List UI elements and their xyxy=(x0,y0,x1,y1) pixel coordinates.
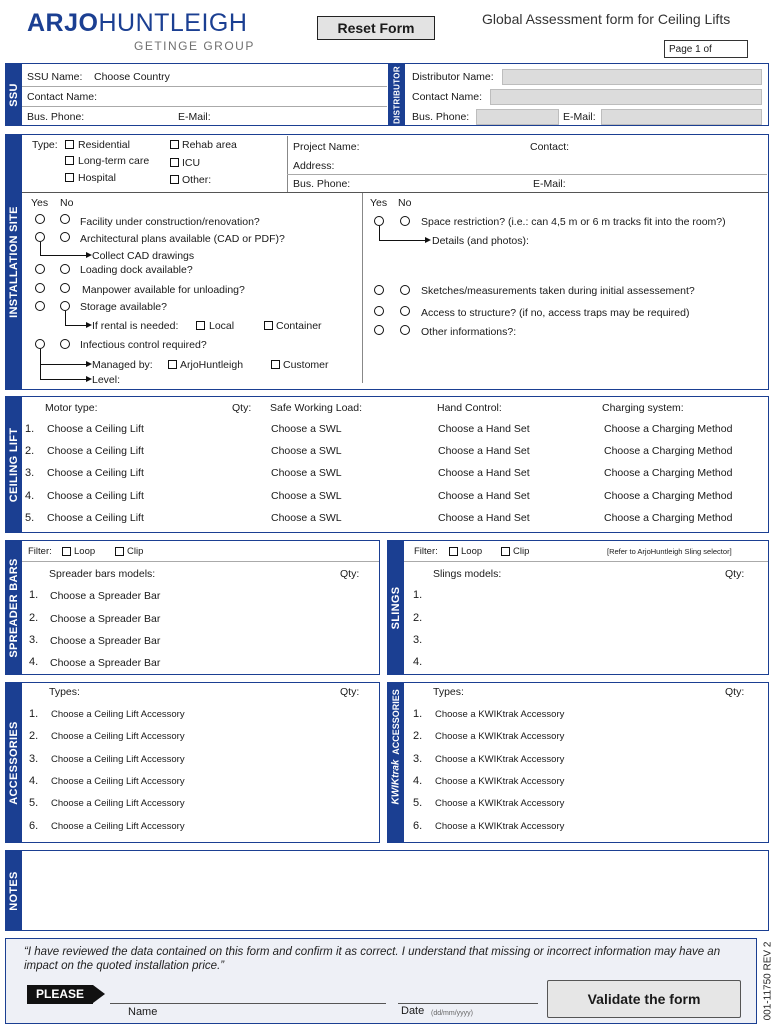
spreader-models-header: Spreader bars models: xyxy=(49,568,156,580)
q6-yes-radio[interactable] xyxy=(35,339,45,349)
local-label: Local xyxy=(209,320,235,332)
divider xyxy=(287,174,767,175)
row-number: 3. xyxy=(29,634,39,646)
yes-header-right: Yes xyxy=(370,197,388,209)
divider xyxy=(22,106,387,107)
row-number: 3. xyxy=(25,467,35,479)
row-number: 6. xyxy=(413,820,423,832)
r2-yes-radio[interactable] xyxy=(374,285,384,295)
r3-label: Access to structure? (if no, access traps may be required) xyxy=(421,307,690,319)
charging-method-select[interactable]: Choose a Charging Method xyxy=(604,423,733,435)
container-label: Container xyxy=(276,320,322,332)
icu-label: ICU xyxy=(182,157,201,169)
distributor-phone-label: Bus. Phone: xyxy=(412,111,470,123)
charging-method-select[interactable]: Choose a Charging Method xyxy=(604,512,733,524)
project-name-label: Project Name: xyxy=(293,141,360,153)
slings-loop-checkbox[interactable] xyxy=(449,547,458,556)
site-email-label: E-Mail: xyxy=(533,178,566,190)
doc-code-wrap xyxy=(763,938,773,1024)
r2-no-radio[interactable] xyxy=(400,285,410,295)
spreader-bars-side-label: SPREADER BARS xyxy=(7,557,20,658)
row-number: 4. xyxy=(413,656,423,668)
row-number: 2. xyxy=(413,612,423,624)
q5-no-radio[interactable] xyxy=(60,301,70,311)
hospital-checkbox[interactable] xyxy=(65,173,74,182)
row-number: 3. xyxy=(413,753,423,765)
ceiling-lift-select[interactable]: Choose a Ceiling Lift xyxy=(47,512,144,524)
r1-yes-radio[interactable] xyxy=(374,216,384,226)
slings-clip-checkbox[interactable] xyxy=(501,547,510,556)
kwiktrak-accessory-select[interactable]: Choose a KWIKtrak Accessory xyxy=(435,821,565,832)
row-number: 3. xyxy=(29,753,39,765)
kwiktrak-accessory-select[interactable]: Choose a KWIKtrak Accessory xyxy=(435,709,565,720)
distributor-contact-field[interactable] xyxy=(490,89,762,105)
kwiktrak-accessory-select[interactable]: Choose a KWIKtrak Accessory xyxy=(435,776,565,787)
accessories-side-label: ACCESSORIES xyxy=(7,720,20,805)
q3-no-radio[interactable] xyxy=(60,264,70,274)
accessories-types-header: Types: xyxy=(49,686,80,698)
slings-clip-label: Clip xyxy=(513,546,530,557)
site-phone-label: Bus. Phone: xyxy=(293,178,351,190)
accessories-sidebar xyxy=(5,682,22,843)
divider xyxy=(287,136,288,192)
document-code: 001-11750 REV 2 xyxy=(762,941,774,1021)
charging-method-select[interactable]: Choose a Charging Method xyxy=(604,467,733,479)
kwiktrak-accessory-select[interactable]: Choose a KWIKtrak Accessory xyxy=(435,798,565,809)
spreader-bars-sidebar xyxy=(5,540,22,675)
confirmation-statement: “I have reviewed the data contained on this form and confirm it as correct. I understand that missing or incorrect information may have an impact on the quoted installation price.” xyxy=(24,946,721,972)
r4-label: Other informations?: xyxy=(421,326,517,338)
connector-line xyxy=(40,242,41,255)
hand-set-select[interactable]: Choose a Hand Set xyxy=(438,445,530,457)
ssu-phone-label: Bus. Phone: xyxy=(27,111,85,123)
connector-line xyxy=(40,255,86,256)
ceiling-lift-accessory-select[interactable]: Choose a Ceiling Lift Accessory xyxy=(51,798,185,809)
kwiktrak-accessory-select[interactable]: Choose a KWIKtrak Accessory xyxy=(435,731,565,742)
row-number: 5. xyxy=(413,797,423,809)
hand-set-select[interactable]: Choose a Hand Set xyxy=(438,467,530,479)
ssu-email-label: E-Mail: xyxy=(178,111,211,123)
site-contact-label: Contact: xyxy=(530,141,570,153)
local-checkbox[interactable] xyxy=(196,321,205,330)
q5-yes-radio[interactable] xyxy=(35,301,45,311)
divider xyxy=(362,193,363,383)
motor-type-header: Motor type: xyxy=(45,402,98,414)
ceiling-lift-accessory-select[interactable]: Choose a Ceiling Lift Accessory xyxy=(51,709,185,720)
ceiling-lift-select[interactable]: Choose a Ceiling Lift xyxy=(47,445,144,457)
residential-label: Residential xyxy=(78,139,130,151)
spreader-bar-select[interactable]: Choose a Spreader Bar xyxy=(50,657,161,669)
r2-label: Sketches/measurements taken during initial assessement? xyxy=(421,285,695,297)
logo-bold: ARJO xyxy=(27,9,99,37)
ceiling-lift-sidebar xyxy=(5,396,22,533)
ceiling-lift-accessory-select[interactable]: Choose a Ceiling Lift Accessory xyxy=(51,821,185,832)
notes-sidebar xyxy=(5,850,22,931)
distributor-side-label: DISTRIBUTOR xyxy=(392,65,401,124)
slings-side-label: SLINGS xyxy=(389,586,402,629)
accessories-qty-header: Qty: xyxy=(340,686,360,698)
row-number: 2. xyxy=(29,612,39,624)
kwiktrak-logo: KWIKtrak xyxy=(390,759,401,805)
hand-set-select[interactable]: Choose a Hand Set xyxy=(438,423,530,435)
distributor-name-label: Distributor Name: xyxy=(412,71,494,83)
ceiling-lift-accessory-select[interactable]: Choose a Ceiling Lift Accessory xyxy=(51,776,185,787)
customer-label: Customer xyxy=(283,359,329,371)
row-number: 1. xyxy=(25,423,35,435)
name-line[interactable] xyxy=(110,1003,386,1004)
connector-line xyxy=(65,325,86,326)
installation-site-side-label: INSTALLATION SITE xyxy=(7,206,20,318)
logo-subtitle: GETINGE GROUP xyxy=(134,39,255,53)
q2-yes-radio[interactable] xyxy=(35,232,45,242)
row-number: 5. xyxy=(25,512,35,524)
sling-selector-note: [Refer to ArjoHuntleigh Sling selector] xyxy=(607,547,732,556)
row-number: 5. xyxy=(29,797,39,809)
arjohuntleigh-label: ArjoHuntleigh xyxy=(180,359,244,371)
row-number: 4. xyxy=(25,490,35,502)
connector-line xyxy=(65,311,66,325)
kwiktrak-qty-header: Qty: xyxy=(725,686,745,698)
q1-label: Facility under construction/renovation? xyxy=(80,216,260,228)
other-checkbox[interactable] xyxy=(170,175,179,184)
r4-no-radio[interactable] xyxy=(400,325,410,335)
spreader-clip-checkbox[interactable] xyxy=(115,547,124,556)
r4-yes-radio[interactable] xyxy=(374,325,384,335)
q2-label: Architectural plans available (CAD or PDF)? xyxy=(80,233,285,245)
connector-line xyxy=(40,364,86,365)
ceiling-lift-select[interactable]: Choose a Ceiling Lift xyxy=(47,490,144,502)
validate-form-button[interactable]: Validate the form xyxy=(547,980,741,1018)
q4-label: Manpower available for unloading? xyxy=(82,284,245,296)
swl-select[interactable]: Choose a SWL xyxy=(271,423,342,435)
swl-header: Safe Working Load: xyxy=(270,402,363,414)
q6-sub-label: Managed by: xyxy=(92,359,153,371)
no-header-right: No xyxy=(398,197,412,209)
ssu-country-select[interactable]: Choose Country xyxy=(94,71,170,83)
hand-set-select[interactable]: Choose a Hand Set xyxy=(438,512,530,524)
long-term-care-checkbox[interactable] xyxy=(65,156,74,165)
row-number: 2. xyxy=(29,730,39,742)
row-number: 2. xyxy=(413,730,423,742)
hospital-label: Hospital xyxy=(78,172,116,184)
q1-yes-radio[interactable] xyxy=(35,214,45,224)
connector-line xyxy=(379,226,380,240)
r3-no-radio[interactable] xyxy=(400,306,410,316)
installation-site-sidebar xyxy=(5,134,22,390)
please-banner: PLEASE xyxy=(27,985,93,1004)
site-type-label: Type: xyxy=(32,139,58,151)
q5-label: Storage available? xyxy=(80,301,167,313)
date-label: Date xyxy=(401,1005,425,1017)
q3-yes-radio[interactable] xyxy=(35,264,45,274)
connector-line xyxy=(40,379,86,380)
form-title: Global Assessment form for Ceiling Lifts xyxy=(482,11,731,27)
charging-method-select[interactable]: Choose a Charging Method xyxy=(604,490,733,502)
q6-label: Infectious control required? xyxy=(80,339,207,351)
r1-label: Space restriction? (i.e.: can 4,5 m or 6 m tracks fit into the room?) xyxy=(421,216,726,228)
ssu-contact-label: Contact Name: xyxy=(27,91,98,103)
q6-no-radio[interactable] xyxy=(60,339,70,349)
distributor-email-field[interactable] xyxy=(601,109,762,125)
hand-set-select[interactable]: Choose a Hand Set xyxy=(438,490,530,502)
long-term-care-label: Long-term care xyxy=(78,155,150,167)
ceiling-lift-accessory-select[interactable]: Choose a Ceiling Lift Accessory xyxy=(51,754,185,765)
ceiling-lift-accessory-select[interactable]: Choose a Ceiling Lift Accessory xyxy=(51,731,185,742)
installation-site-section xyxy=(5,134,769,390)
q4-yes-radio[interactable] xyxy=(35,283,45,293)
q2-no-radio[interactable] xyxy=(60,232,70,242)
swl-select[interactable]: Choose a SWL xyxy=(271,490,342,502)
row-number: 4. xyxy=(29,656,39,668)
row-number: 1. xyxy=(29,589,39,601)
reset-form-button[interactable]: Reset Form xyxy=(317,16,435,40)
spreader-qty-header: Qty: xyxy=(340,568,360,580)
container-checkbox[interactable] xyxy=(264,321,273,330)
row-number: 4. xyxy=(413,775,423,787)
q1-no-radio[interactable] xyxy=(60,214,70,224)
charging-method-select[interactable]: Choose a Charging Method xyxy=(604,445,733,457)
r1-no-radio[interactable] xyxy=(400,216,410,226)
ceiling-lift-select[interactable]: Choose a Ceiling Lift xyxy=(47,423,144,435)
date-line[interactable] xyxy=(398,1003,538,1004)
sling-select[interactable] xyxy=(432,611,712,626)
row-number: 6. xyxy=(29,820,39,832)
connector-line xyxy=(379,240,425,241)
row-number: 1. xyxy=(413,589,423,601)
row-number: 1. xyxy=(29,708,39,720)
q5-sub-label: If rental is needed: xyxy=(92,320,179,332)
rehab-area-label: Rehab area xyxy=(182,139,237,151)
kwiktrak-side-label: ACCESSORIES xyxy=(390,689,401,756)
kwiktrak-types-header: Types: xyxy=(433,686,464,698)
r1-sub-label: Details (and photos): xyxy=(432,235,529,247)
icu-checkbox[interactable] xyxy=(170,158,179,167)
residential-checkbox[interactable] xyxy=(65,140,74,149)
date-format-hint: (dd/mm/yyyy) xyxy=(431,1010,473,1017)
slings-loop-label: Loop xyxy=(461,546,483,557)
ceiling-lift-select[interactable]: Choose a Ceiling Lift xyxy=(47,467,144,479)
ceiling-lift-side-label: CEILING LIFT xyxy=(7,427,20,502)
sling-select[interactable] xyxy=(432,633,712,648)
page-label: Page 1 of xyxy=(669,44,712,55)
spreader-loop-checkbox[interactable] xyxy=(62,547,71,556)
distributor-name-field[interactable] xyxy=(502,69,762,85)
yes-header: Yes xyxy=(31,197,49,209)
other-label: Other: xyxy=(182,174,212,186)
spreader-clip-label: Clip xyxy=(127,546,144,557)
spreader-loop-label: Loop xyxy=(74,546,96,557)
hand-control-header: Hand Control: xyxy=(437,402,502,414)
logo-rest: HUNTLEIGH xyxy=(98,9,248,37)
divider xyxy=(22,561,379,562)
swl-select[interactable]: Choose a SWL xyxy=(271,445,342,457)
ssu-name-label: SSU Name: xyxy=(27,71,83,83)
slings-filter-label: Filter: xyxy=(414,546,438,557)
spreader-filter-label: Filter: xyxy=(28,546,52,557)
kwiktrak-side-text xyxy=(387,682,404,843)
notes-side-label: NOTES xyxy=(7,870,20,911)
row-number: 4. xyxy=(29,775,39,787)
divider xyxy=(22,192,768,193)
ceiling-qty-header: Qty: xyxy=(232,402,252,414)
charging-header: Charging system: xyxy=(602,402,684,414)
ssu-side-label: SSU xyxy=(7,82,20,107)
row-number: 1. xyxy=(413,708,423,720)
spreader-bar-select[interactable]: Choose a Spreader Bar xyxy=(50,613,161,625)
q4-no-radio[interactable] xyxy=(60,283,70,293)
distributor-sidebar xyxy=(388,63,405,126)
row-number: 2. xyxy=(25,445,35,457)
notes-section[interactable] xyxy=(5,850,769,931)
kwiktrak-sidebar xyxy=(387,682,404,843)
swl-select[interactable]: Choose a SWL xyxy=(271,512,342,524)
slings-models-header: Slings models: xyxy=(433,568,502,580)
distributor-phone-field[interactable] xyxy=(476,109,559,125)
rehab-area-checkbox[interactable] xyxy=(170,140,179,149)
slings-qty-header: Qty: xyxy=(725,568,745,580)
divider xyxy=(22,86,387,87)
name-label: Name xyxy=(128,1006,158,1018)
sling-select[interactable] xyxy=(432,588,712,603)
swl-select[interactable]: Choose a SWL xyxy=(271,467,342,479)
arjohuntleigh-logo xyxy=(27,9,247,38)
sling-select[interactable] xyxy=(432,655,712,670)
divider xyxy=(404,561,768,562)
customer-checkbox[interactable] xyxy=(271,360,280,369)
r3-yes-radio[interactable] xyxy=(374,306,384,316)
distributor-contact-label: Contact Name: xyxy=(412,91,483,103)
spreader-bar-select[interactable]: Choose a Spreader Bar xyxy=(50,635,161,647)
q6-level-label: Level: xyxy=(92,374,121,386)
no-header: No xyxy=(60,197,74,209)
q3-label: Loading dock available? xyxy=(80,264,193,276)
slings-sidebar xyxy=(387,540,404,675)
q2-sub-label: Collect CAD drawings xyxy=(92,250,195,262)
page-number-box[interactable] xyxy=(664,40,748,58)
spreader-bar-select[interactable]: Choose a Spreader Bar xyxy=(50,590,161,602)
ssu-sidebar xyxy=(5,63,22,126)
kwiktrak-accessory-select[interactable]: Choose a KWIKtrak Accessory xyxy=(435,754,565,765)
address-label: Address: xyxy=(293,160,335,172)
distributor-email-label: E-Mail: xyxy=(563,111,596,123)
row-number: 3. xyxy=(413,634,423,646)
arjohuntleigh-checkbox[interactable] xyxy=(168,360,177,369)
arrow-icon xyxy=(425,237,431,243)
